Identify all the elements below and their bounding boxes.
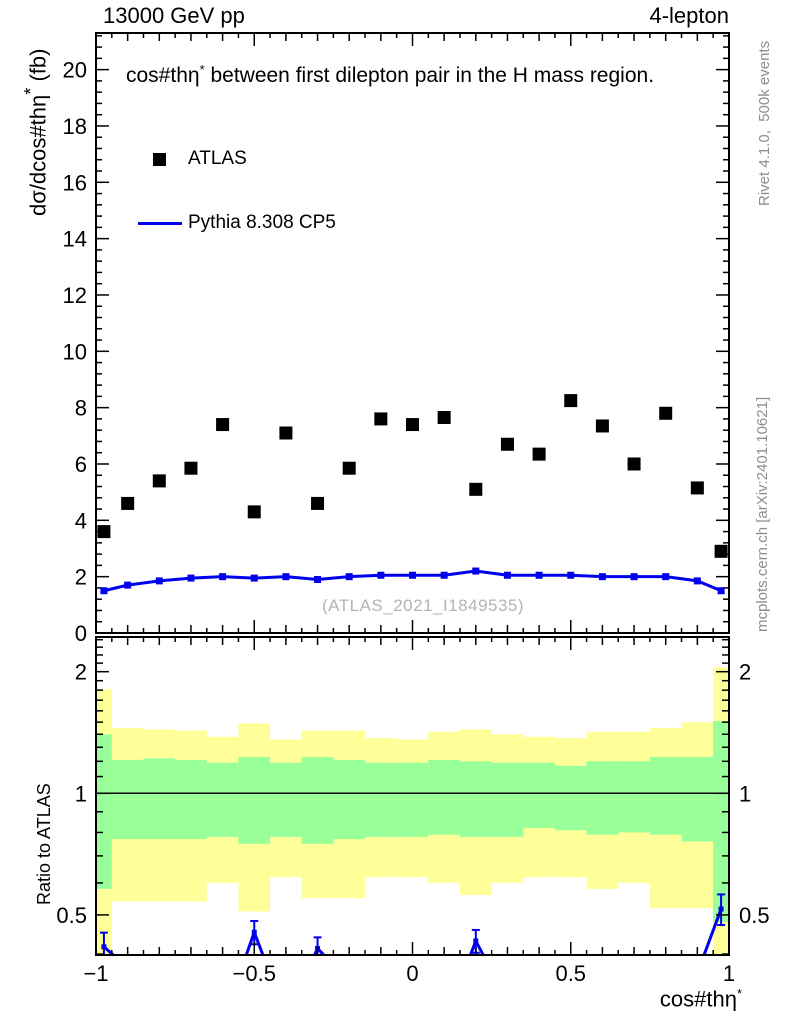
- atlas-square-marker-icon: [153, 153, 166, 166]
- svg-text:0.5: 0.5: [555, 961, 587, 986]
- ratio-pythia-curve: [100, 894, 725, 1024]
- plot-title: cos#thη* between first dilepton pair in the H mass region.: [126, 62, 655, 87]
- svg-text:−0.5: −0.5: [232, 961, 276, 986]
- mcplots-arxiv-note: mcplots.cern.ch [arXiv:2401.10621]: [754, 396, 771, 632]
- legend-label-atlas: ATLAS: [188, 148, 247, 169]
- svg-text:1: 1: [722, 961, 736, 986]
- svg-text:2: 2: [74, 564, 87, 590]
- svg-text:0.5: 0.5: [739, 902, 770, 928]
- legend-label-pythia: Pythia 8.308 CP5: [188, 212, 336, 233]
- svg-text:20: 20: [62, 57, 87, 83]
- rivet-version-note: Rivet 4.1.0, 500k events: [756, 40, 773, 206]
- svg-text:2: 2: [74, 659, 87, 685]
- y-axis-title: dσ/dcos#thη* (fb): [20, 48, 51, 216]
- x-axis-title: cos#thη*: [659, 986, 742, 1012]
- legend-item-pythia: [131, 209, 336, 237]
- svg-text:10: 10: [62, 339, 87, 365]
- ratio-uncertainty-bands: [96, 667, 729, 972]
- svg-text:4: 4: [74, 508, 87, 534]
- ratio-axis-title: Ratio to ATLAS: [34, 783, 54, 905]
- svg-text:−1: −1: [83, 961, 109, 986]
- svg-text:1: 1: [739, 781, 752, 807]
- beam-energy-label: 13000 GeV pp: [103, 3, 245, 28]
- pythia-curve: [100, 568, 724, 595]
- legend: [131, 109, 336, 273]
- svg-text:14: 14: [62, 226, 87, 252]
- svg-text:1: 1: [74, 781, 87, 807]
- svg-text:0.5: 0.5: [56, 902, 87, 928]
- svg-text:0: 0: [406, 961, 419, 986]
- analysis-id-watermark: (ATLAS_2021_I1849535): [322, 596, 525, 615]
- svg-text:2: 2: [739, 659, 752, 685]
- pythia-line-marker-icon: [138, 222, 182, 225]
- atlas-data-points: [97, 394, 727, 558]
- legend-item-atlas: [131, 145, 336, 173]
- analysis-channel-label: 4-lepton: [649, 3, 729, 28]
- svg-text:16: 16: [62, 170, 87, 196]
- svg-text:6: 6: [74, 451, 87, 477]
- svg-text:0: 0: [74, 621, 87, 646]
- svg-text:18: 18: [62, 113, 87, 139]
- svg-text:12: 12: [62, 282, 87, 308]
- svg-text:8: 8: [74, 395, 87, 421]
